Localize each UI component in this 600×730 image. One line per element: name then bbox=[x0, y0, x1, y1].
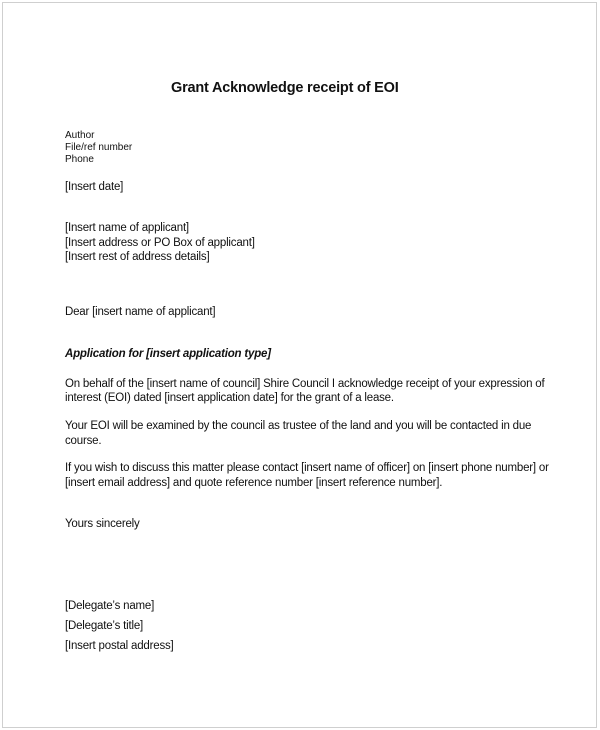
delegate-title: [Delegate’s title] bbox=[65, 620, 144, 632]
paragraph-examination-line-2: course. bbox=[65, 435, 102, 447]
document-page bbox=[2, 2, 597, 728]
salutation: Dear [insert name of applicant] bbox=[65, 306, 216, 318]
meta-author: Author bbox=[65, 130, 95, 141]
recipient-address-rest: [Insert rest of address details] bbox=[65, 251, 210, 263]
delegate-name: [Delegate’s name] bbox=[65, 600, 155, 612]
paragraph-contact-line-2: [insert email address] and quote reference number [insert reference number]. bbox=[65, 477, 443, 489]
postal-address: [Insert postal address] bbox=[65, 640, 174, 652]
paragraph-contact-line-1: If you wish to discuss this matter please contact [insert name of officer] on [insert phone number] or bbox=[65, 462, 549, 474]
recipient-name: [Insert name of applicant] bbox=[65, 222, 189, 234]
paragraph-examination-line-1: Your EOI will be examined by the council as trustee of the land and you will be contacted in due bbox=[65, 420, 532, 432]
closing: Yours sincerely bbox=[65, 518, 140, 530]
date-placeholder: [Insert date] bbox=[65, 181, 124, 193]
recipient-address: [Insert address or PO Box of applicant] bbox=[65, 237, 255, 249]
paragraph-acknowledgement-line-2: interest (EOI) dated [insert application date] for the grant of a lease. bbox=[65, 392, 394, 404]
document-title: Grant Acknowledge receipt of EOI bbox=[171, 80, 399, 96]
paragraph-acknowledgement-line-1: On behalf of the [insert name of council] Shire Council I acknowledge receipt of your expression of bbox=[65, 378, 545, 390]
meta-file-ref-number: File/ref number bbox=[65, 142, 133, 153]
meta-phone: Phone bbox=[65, 154, 94, 165]
subject-line: Application for [insert application type] bbox=[65, 348, 271, 360]
